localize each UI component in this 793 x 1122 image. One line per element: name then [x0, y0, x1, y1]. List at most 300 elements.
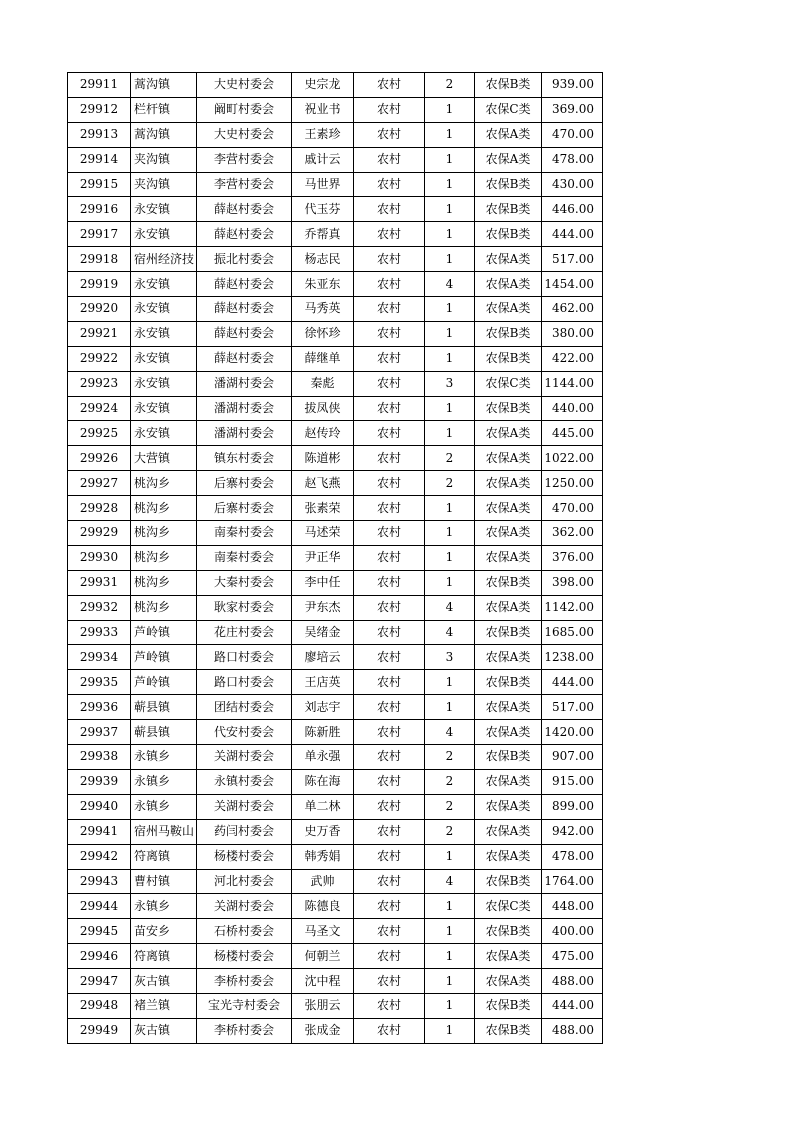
household-type-cell: 农村 [354, 545, 425, 570]
member-count-cell: 1 [425, 919, 475, 944]
household-type-cell: 农村 [354, 670, 425, 695]
table-row [68, 421, 603, 446]
member-count-cell: 1 [425, 172, 475, 197]
village-committee-cell: 薛赵村委会 [197, 222, 292, 247]
record-id-cell: 29933 [68, 620, 131, 645]
insurance-category-cell: 农保C类 [475, 97, 542, 122]
table-row [68, 595, 603, 620]
member-count-cell: 1 [425, 1018, 475, 1043]
amount-cell: 488.00 [542, 969, 603, 994]
record-id-cell: 29942 [68, 844, 131, 869]
record-id-cell: 29927 [68, 471, 131, 496]
town-cell: 永镇乡 [131, 769, 197, 794]
amount-cell: 478.00 [542, 844, 603, 869]
household-type-cell: 农村 [354, 172, 425, 197]
record-id-cell: 29915 [68, 172, 131, 197]
person-name-cell: 张素荣 [292, 496, 354, 521]
table-row [68, 720, 603, 745]
household-type-cell: 农村 [354, 620, 425, 645]
village-committee-cell: 后寨村委会 [197, 471, 292, 496]
person-name-cell: 乔帮真 [292, 222, 354, 247]
record-id-cell: 29914 [68, 147, 131, 172]
amount-cell: 362.00 [542, 521, 603, 546]
person-name-cell: 秦彪 [292, 371, 354, 396]
town-cell: 符离镇 [131, 944, 197, 969]
town-cell: 宿州马鞍山 [131, 819, 197, 844]
amount-cell: 915.00 [542, 769, 603, 794]
person-name-cell: 张朋云 [292, 993, 354, 1018]
village-committee-cell: 代安村委会 [197, 720, 292, 745]
town-cell: 永镇乡 [131, 745, 197, 770]
insurance-category-cell: 农保B类 [475, 869, 542, 894]
amount-cell: 430.00 [542, 172, 603, 197]
record-id-cell: 29936 [68, 695, 131, 720]
table-row [68, 819, 603, 844]
village-committee-cell: 关湖村委会 [197, 745, 292, 770]
table-row [68, 993, 603, 1018]
amount-cell: 475.00 [542, 944, 603, 969]
town-cell: 永安镇 [131, 421, 197, 446]
table-row [68, 222, 603, 247]
town-cell: 蒿沟镇 [131, 73, 197, 98]
person-name-cell: 何朝兰 [292, 944, 354, 969]
household-type-cell: 农村 [354, 794, 425, 819]
insurance-category-cell: 农保B类 [475, 321, 542, 346]
person-name-cell: 王店英 [292, 670, 354, 695]
record-id-cell: 29937 [68, 720, 131, 745]
household-type-cell: 农村 [354, 570, 425, 595]
member-count-cell: 1 [425, 545, 475, 570]
insurance-category-cell: 农保A类 [475, 122, 542, 147]
table-row [68, 396, 603, 421]
record-id-cell: 29944 [68, 894, 131, 919]
person-name-cell: 代玉芬 [292, 197, 354, 222]
table-row [68, 670, 603, 695]
household-type-cell: 农村 [354, 471, 425, 496]
member-count-cell: 1 [425, 122, 475, 147]
table-row [68, 247, 603, 272]
insurance-category-cell: 农保A类 [475, 944, 542, 969]
village-committee-cell: 薛赵村委会 [197, 346, 292, 371]
member-count-cell: 1 [425, 570, 475, 595]
village-committee-cell: 潘湖村委会 [197, 421, 292, 446]
village-committee-cell: 杨楼村委会 [197, 844, 292, 869]
record-id-cell: 29919 [68, 272, 131, 297]
member-count-cell: 2 [425, 745, 475, 770]
table-row [68, 794, 603, 819]
amount-cell: 462.00 [542, 297, 603, 322]
record-id-cell: 29926 [68, 446, 131, 471]
member-count-cell: 4 [425, 869, 475, 894]
record-id-cell: 29934 [68, 645, 131, 670]
insurance-category-cell: 农保A类 [475, 794, 542, 819]
household-type-cell: 农村 [354, 272, 425, 297]
insurance-category-cell: 农保A类 [475, 496, 542, 521]
record-id-cell: 29928 [68, 496, 131, 521]
table-row [68, 919, 603, 944]
household-type-cell: 农村 [354, 769, 425, 794]
member-count-cell: 1 [425, 993, 475, 1018]
village-committee-cell: 团结村委会 [197, 695, 292, 720]
member-count-cell: 2 [425, 794, 475, 819]
record-id-cell: 29949 [68, 1018, 131, 1043]
village-committee-cell: 潘湖村委会 [197, 396, 292, 421]
person-name-cell: 陈道彬 [292, 446, 354, 471]
member-count-cell: 1 [425, 297, 475, 322]
amount-cell: 907.00 [542, 745, 603, 770]
household-type-cell: 农村 [354, 73, 425, 98]
insurance-category-cell: 农保B类 [475, 620, 542, 645]
insurance-category-cell: 农保A类 [475, 521, 542, 546]
town-cell: 符离镇 [131, 844, 197, 869]
village-committee-cell: 花庄村委会 [197, 620, 292, 645]
village-committee-cell: 关湖村委会 [197, 894, 292, 919]
member-count-cell: 1 [425, 969, 475, 994]
household-type-cell: 农村 [354, 147, 425, 172]
person-name-cell: 徐怀珍 [292, 321, 354, 346]
amount-cell: 1144.00 [542, 371, 603, 396]
member-count-cell: 1 [425, 421, 475, 446]
household-type-cell: 农村 [354, 869, 425, 894]
town-cell: 蕲县镇 [131, 695, 197, 720]
insurance-category-cell: 农保B类 [475, 172, 542, 197]
town-cell: 永安镇 [131, 371, 197, 396]
insurance-category-cell: 农保A类 [475, 247, 542, 272]
record-id-cell: 29935 [68, 670, 131, 695]
insurance-category-cell: 农保A类 [475, 421, 542, 446]
amount-cell: 1142.00 [542, 595, 603, 620]
amount-cell: 440.00 [542, 396, 603, 421]
household-type-cell: 农村 [354, 197, 425, 222]
member-count-cell: 1 [425, 222, 475, 247]
household-type-cell: 农村 [354, 421, 425, 446]
record-id-cell: 29912 [68, 97, 131, 122]
village-committee-cell: 薛赵村委会 [197, 272, 292, 297]
person-name-cell: 戚计云 [292, 147, 354, 172]
record-id-cell: 29941 [68, 819, 131, 844]
table-row [68, 745, 603, 770]
amount-cell: 517.00 [542, 247, 603, 272]
insurance-category-cell: 农保B类 [475, 570, 542, 595]
town-cell: 永镇乡 [131, 894, 197, 919]
village-committee-cell: 路口村委会 [197, 670, 292, 695]
person-name-cell: 薛继单 [292, 346, 354, 371]
person-name-cell: 陈德良 [292, 894, 354, 919]
table-row [68, 769, 603, 794]
table-row [68, 147, 603, 172]
member-count-cell: 3 [425, 645, 475, 670]
person-name-cell: 韩秀娟 [292, 844, 354, 869]
insurance-category-cell: 农保A类 [475, 819, 542, 844]
town-cell: 桃沟乡 [131, 521, 197, 546]
amount-cell: 470.00 [542, 496, 603, 521]
insurance-category-cell: 农保B类 [475, 745, 542, 770]
insurance-category-cell: 农保A类 [475, 645, 542, 670]
household-type-cell: 农村 [354, 396, 425, 421]
person-name-cell: 尹东杰 [292, 595, 354, 620]
town-cell: 永安镇 [131, 272, 197, 297]
village-committee-cell: 后寨村委会 [197, 496, 292, 521]
member-count-cell: 4 [425, 272, 475, 297]
town-cell: 永安镇 [131, 396, 197, 421]
amount-cell: 369.00 [542, 97, 603, 122]
town-cell: 永安镇 [131, 346, 197, 371]
amount-cell: 1454.00 [542, 272, 603, 297]
member-count-cell: 2 [425, 769, 475, 794]
household-type-cell: 农村 [354, 346, 425, 371]
town-cell: 芦岭镇 [131, 670, 197, 695]
table-row [68, 172, 603, 197]
village-committee-cell: 阚町村委会 [197, 97, 292, 122]
town-cell: 芦岭镇 [131, 645, 197, 670]
amount-cell: 1250.00 [542, 471, 603, 496]
town-cell: 夹沟镇 [131, 147, 197, 172]
village-committee-cell: 薛赵村委会 [197, 321, 292, 346]
amount-cell: 488.00 [542, 1018, 603, 1043]
village-committee-cell: 李桥村委会 [197, 1018, 292, 1043]
insurance-category-cell: 农保A类 [475, 595, 542, 620]
record-id-cell: 29945 [68, 919, 131, 944]
household-type-cell: 农村 [354, 595, 425, 620]
amount-cell: 1685.00 [542, 620, 603, 645]
insurance-category-cell: 农保A类 [475, 720, 542, 745]
village-committee-cell: 大史村委会 [197, 73, 292, 98]
table-row [68, 346, 603, 371]
village-committee-cell: 南秦村委会 [197, 545, 292, 570]
table-row [68, 620, 603, 645]
amount-cell: 1238.00 [542, 645, 603, 670]
town-cell: 蒿沟镇 [131, 122, 197, 147]
person-name-cell: 陈新胜 [292, 720, 354, 745]
village-committee-cell: 河北村委会 [197, 869, 292, 894]
member-count-cell: 1 [425, 396, 475, 421]
household-type-cell: 农村 [354, 97, 425, 122]
member-count-cell: 1 [425, 844, 475, 869]
person-name-cell: 马世界 [292, 172, 354, 197]
amount-cell: 422.00 [542, 346, 603, 371]
table-row [68, 297, 603, 322]
village-committee-cell: 南秦村委会 [197, 521, 292, 546]
record-id-cell: 29939 [68, 769, 131, 794]
village-committee-cell: 路口村委会 [197, 645, 292, 670]
insurance-category-cell: 农保B类 [475, 670, 542, 695]
amount-cell: 380.00 [542, 321, 603, 346]
member-count-cell: 4 [425, 620, 475, 645]
household-type-cell: 农村 [354, 1018, 425, 1043]
town-cell: 永安镇 [131, 297, 197, 322]
village-committee-cell: 潘湖村委会 [197, 371, 292, 396]
insurance-category-cell: 农保B类 [475, 396, 542, 421]
amount-cell: 398.00 [542, 570, 603, 595]
town-cell: 芦岭镇 [131, 620, 197, 645]
village-committee-cell: 薛赵村委会 [197, 297, 292, 322]
member-count-cell: 4 [425, 595, 475, 620]
table-row [68, 321, 603, 346]
amount-cell: 446.00 [542, 197, 603, 222]
insurance-category-cell: 农保B类 [475, 993, 542, 1018]
record-id-cell: 29922 [68, 346, 131, 371]
amount-cell: 444.00 [542, 222, 603, 247]
person-name-cell: 朱亚东 [292, 272, 354, 297]
person-name-cell: 吴绪金 [292, 620, 354, 645]
town-cell: 苗安乡 [131, 919, 197, 944]
record-id-cell: 29947 [68, 969, 131, 994]
person-name-cell: 廖培云 [292, 645, 354, 670]
town-cell: 桃沟乡 [131, 595, 197, 620]
table-body [68, 73, 603, 1044]
table-row [68, 969, 603, 994]
record-id-cell: 29924 [68, 396, 131, 421]
household-type-cell: 农村 [354, 894, 425, 919]
household-type-cell: 农村 [354, 944, 425, 969]
amount-cell: 899.00 [542, 794, 603, 819]
amount-cell: 1764.00 [542, 869, 603, 894]
household-type-cell: 农村 [354, 720, 425, 745]
village-committee-cell: 永镇村委会 [197, 769, 292, 794]
insurance-category-cell: 农保B类 [475, 73, 542, 98]
insurance-category-cell: 农保C类 [475, 894, 542, 919]
town-cell: 灰古镇 [131, 969, 197, 994]
town-cell: 永安镇 [131, 197, 197, 222]
person-name-cell: 李中任 [292, 570, 354, 595]
household-type-cell: 农村 [354, 745, 425, 770]
amount-cell: 517.00 [542, 695, 603, 720]
amount-cell: 478.00 [542, 147, 603, 172]
household-type-cell: 农村 [354, 297, 425, 322]
village-committee-cell: 李营村委会 [197, 172, 292, 197]
village-committee-cell: 石桥村委会 [197, 919, 292, 944]
record-id-cell: 29940 [68, 794, 131, 819]
person-name-cell: 马秀英 [292, 297, 354, 322]
household-type-cell: 农村 [354, 496, 425, 521]
village-committee-cell: 振北村委会 [197, 247, 292, 272]
member-count-cell: 1 [425, 197, 475, 222]
town-cell: 桃沟乡 [131, 570, 197, 595]
table-row [68, 97, 603, 122]
person-name-cell: 张成金 [292, 1018, 354, 1043]
person-name-cell: 沈中程 [292, 969, 354, 994]
household-type-cell: 农村 [354, 222, 425, 247]
record-id-cell: 29923 [68, 371, 131, 396]
member-count-cell: 3 [425, 371, 475, 396]
village-committee-cell: 大秦村委会 [197, 570, 292, 595]
member-count-cell: 1 [425, 247, 475, 272]
amount-cell: 942.00 [542, 819, 603, 844]
insurance-category-cell: 农保A类 [475, 272, 542, 297]
town-cell: 桃沟乡 [131, 471, 197, 496]
table-row [68, 197, 603, 222]
amount-cell: 1022.00 [542, 446, 603, 471]
town-cell: 宿州经济技 [131, 247, 197, 272]
table-row [68, 695, 603, 720]
table-row [68, 122, 603, 147]
amount-cell: 444.00 [542, 670, 603, 695]
record-id-cell: 29930 [68, 545, 131, 570]
amount-cell: 444.00 [542, 993, 603, 1018]
table-row [68, 496, 603, 521]
town-cell: 大营镇 [131, 446, 197, 471]
person-name-cell: 杨志民 [292, 247, 354, 272]
insurance-category-cell: 农保A类 [475, 695, 542, 720]
town-cell: 曹村镇 [131, 869, 197, 894]
member-count-cell: 1 [425, 97, 475, 122]
table-row [68, 944, 603, 969]
insurance-category-cell: 农保A类 [475, 297, 542, 322]
town-cell: 桃沟乡 [131, 496, 197, 521]
person-name-cell: 拔凤侠 [292, 396, 354, 421]
insurance-category-cell: 农保C类 [475, 371, 542, 396]
household-type-cell: 农村 [354, 645, 425, 670]
table-row [68, 645, 603, 670]
table-row [68, 371, 603, 396]
person-name-cell: 赵传玲 [292, 421, 354, 446]
member-count-cell: 1 [425, 521, 475, 546]
village-committee-cell: 李桥村委会 [197, 969, 292, 994]
amount-cell: 939.00 [542, 73, 603, 98]
town-cell: 永安镇 [131, 222, 197, 247]
town-cell: 夹沟镇 [131, 172, 197, 197]
insurance-category-cell: 农保B类 [475, 197, 542, 222]
household-type-cell: 农村 [354, 819, 425, 844]
town-cell: 栏杆镇 [131, 97, 197, 122]
household-type-cell: 农村 [354, 844, 425, 869]
household-type-cell: 农村 [354, 247, 425, 272]
village-committee-cell: 耿家村委会 [197, 595, 292, 620]
household-type-cell: 农村 [354, 321, 425, 346]
person-name-cell: 尹正华 [292, 545, 354, 570]
town-cell: 褚兰镇 [131, 993, 197, 1018]
person-name-cell: 赵飞燕 [292, 471, 354, 496]
person-name-cell: 刘志宇 [292, 695, 354, 720]
member-count-cell: 1 [425, 670, 475, 695]
village-committee-cell: 关湖村委会 [197, 794, 292, 819]
member-count-cell: 2 [425, 446, 475, 471]
household-type-cell: 农村 [354, 993, 425, 1018]
insurance-category-cell: 农保A类 [475, 844, 542, 869]
table-row [68, 869, 603, 894]
amount-cell: 445.00 [542, 421, 603, 446]
insurance-category-cell: 农保A类 [475, 471, 542, 496]
town-cell: 蕲县镇 [131, 720, 197, 745]
household-type-cell: 农村 [354, 521, 425, 546]
member-count-cell: 1 [425, 346, 475, 371]
record-id-cell: 29913 [68, 122, 131, 147]
person-name-cell: 祝业书 [292, 97, 354, 122]
record-id-cell: 29918 [68, 247, 131, 272]
member-count-cell: 2 [425, 471, 475, 496]
person-name-cell: 单永强 [292, 745, 354, 770]
household-type-cell: 农村 [354, 919, 425, 944]
amount-cell: 448.00 [542, 894, 603, 919]
amount-cell: 1420.00 [542, 720, 603, 745]
record-id-cell: 29938 [68, 745, 131, 770]
record-id-cell: 29929 [68, 521, 131, 546]
household-type-cell: 农村 [354, 969, 425, 994]
member-count-cell: 2 [425, 73, 475, 98]
amount-cell: 376.00 [542, 545, 603, 570]
village-committee-cell: 李营村委会 [197, 147, 292, 172]
insurance-category-cell: 农保B类 [475, 1018, 542, 1043]
person-name-cell: 王素珍 [292, 122, 354, 147]
insurance-category-cell: 农保A类 [475, 147, 542, 172]
person-name-cell: 史万香 [292, 819, 354, 844]
person-name-cell: 单二林 [292, 794, 354, 819]
insurance-category-cell: 农保A类 [475, 769, 542, 794]
table-row [68, 471, 603, 496]
town-cell: 桃沟乡 [131, 545, 197, 570]
member-count-cell: 4 [425, 720, 475, 745]
table-row [68, 894, 603, 919]
